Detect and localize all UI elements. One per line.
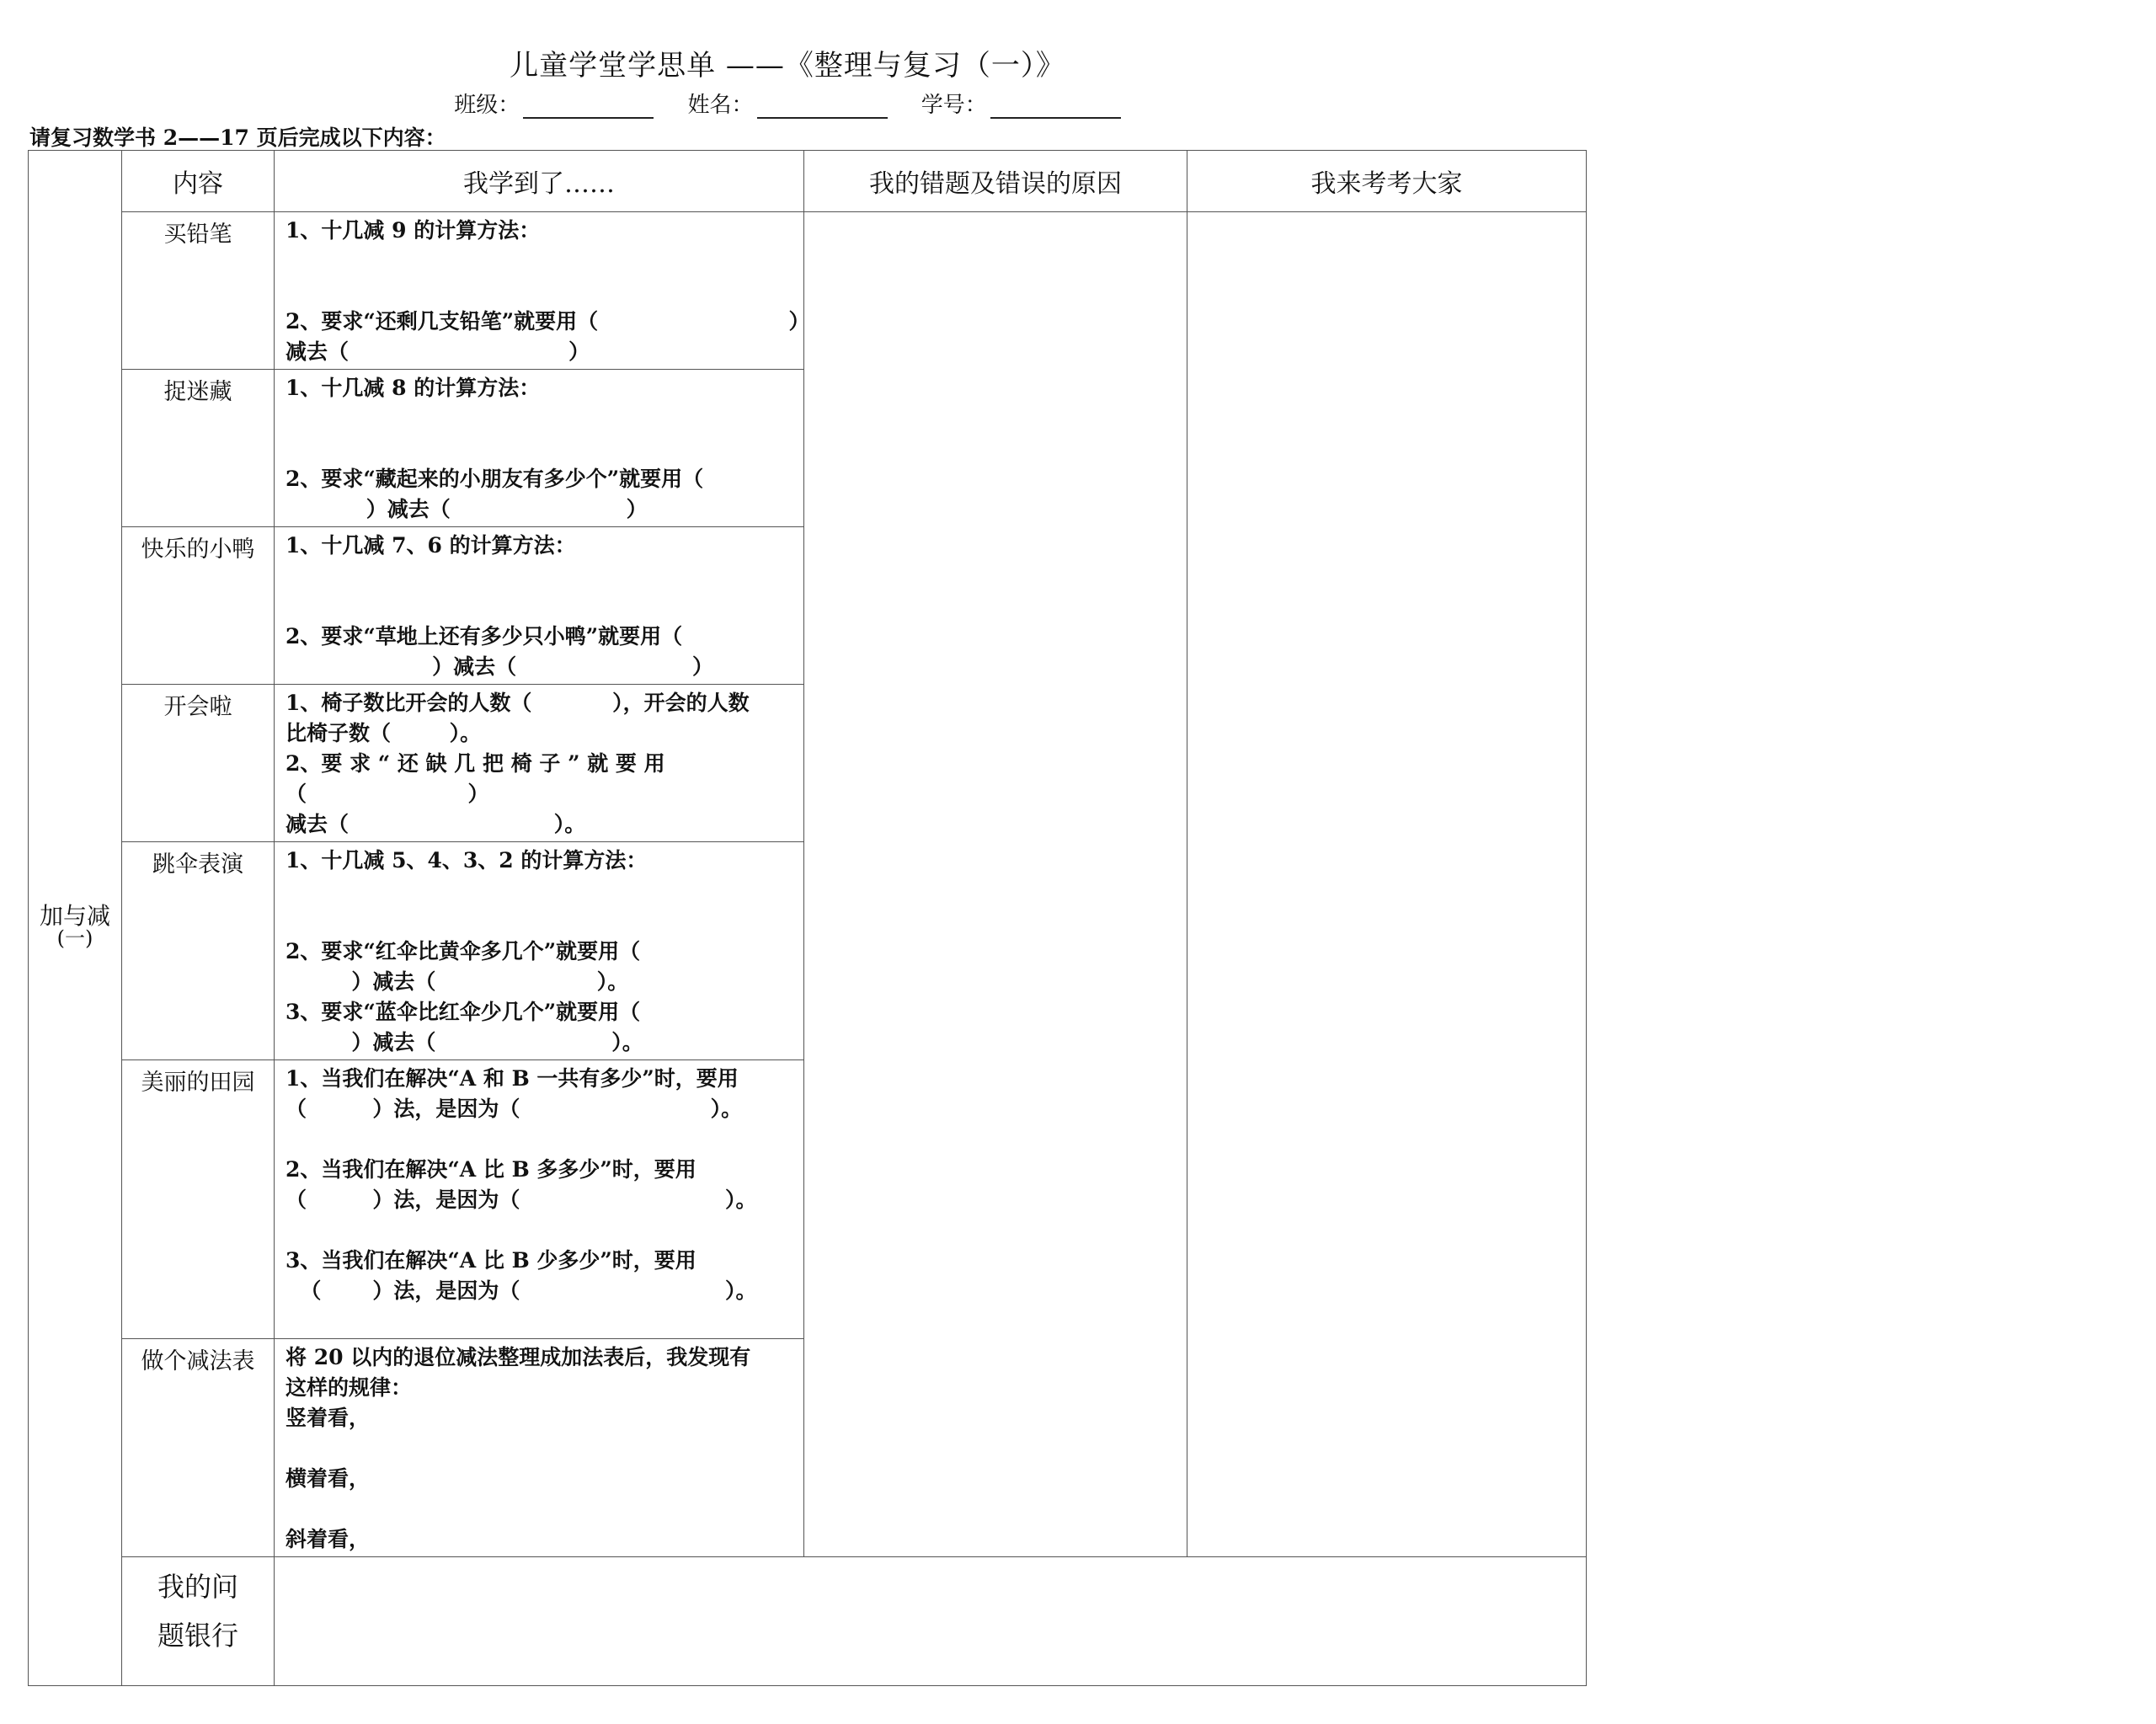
learned-line bbox=[286, 246, 797, 276]
learned-line: ）减去（ ） bbox=[286, 654, 713, 679]
learned-cell[interactable] bbox=[275, 370, 804, 527]
question-bank-area[interactable] bbox=[275, 1557, 1587, 1686]
learned-line: 1、椅子数比开会的人数（ ），开会的人数 bbox=[286, 691, 750, 715]
learned-line: 2、要求“红伞比黄伞多几个”就要用（ bbox=[286, 939, 641, 963]
learned-line: 减去（ ） bbox=[286, 339, 590, 364]
learned-line bbox=[286, 403, 797, 434]
learned-line: 2、要 求 “ 还 缺 几 把 椅 子 ” 就 要 用 bbox=[286, 751, 665, 776]
learned-line: 斜着看， bbox=[286, 1527, 371, 1551]
header-content: 内容 bbox=[122, 151, 275, 212]
question-bank-label bbox=[122, 1557, 275, 1686]
class-blank[interactable] bbox=[523, 95, 654, 119]
id-field bbox=[921, 88, 1121, 119]
unit-sub: (一) bbox=[56, 926, 93, 950]
id-blank[interactable] bbox=[990, 95, 1121, 119]
instruction-text: 请复习数学书 2——17 页后完成以下内容： bbox=[29, 125, 446, 150]
learned-line: 1、当我们在解决“A 和 B 一共有多少”时，要用 bbox=[286, 1066, 739, 1091]
worksheet-title: 儿童学堂学思单 ——《整理与复习（一）》 bbox=[510, 49, 1065, 83]
learned-line: （ ）法，是因为（ ）。 bbox=[286, 1278, 757, 1303]
topic-cell: 捉迷藏 bbox=[122, 370, 275, 527]
learned-line: （ ） bbox=[286, 782, 489, 806]
learned-line: 2、要求“藏起来的小朋友有多少个”就要用（ bbox=[286, 467, 704, 491]
learned-cell[interactable] bbox=[275, 1339, 804, 1557]
class-field bbox=[454, 88, 654, 119]
learned-line: 1、十几减 8 的计算方法： bbox=[286, 376, 541, 400]
question-bank-row bbox=[29, 1557, 1587, 1686]
table-row bbox=[29, 212, 1587, 370]
header-quiz: 我来考考大家 bbox=[1187, 151, 1587, 212]
learned-line bbox=[286, 1494, 797, 1524]
learned-cell[interactable] bbox=[275, 1060, 804, 1339]
id-label: 学号： bbox=[921, 93, 987, 118]
learned-line bbox=[286, 1124, 797, 1155]
topic-cell: 跳伞表演 bbox=[122, 842, 275, 1060]
learned-line: ）减去（ ） bbox=[286, 497, 648, 521]
learned-line: 2、当我们在解决“A 比 B 多多少”时，要用 bbox=[286, 1157, 696, 1182]
learned-line: 将 20 以内的退位减法整理成加法表后，我发现有 bbox=[286, 1345, 751, 1369]
student-info bbox=[0, 88, 1575, 119]
learned-line bbox=[286, 906, 797, 937]
learned-line: 竖着看， bbox=[286, 1406, 371, 1430]
header-learned: 我学到了…… bbox=[275, 151, 804, 212]
learned-line: 减去（ ）。 bbox=[286, 812, 586, 836]
learned-cell[interactable] bbox=[275, 842, 804, 1060]
question-bank-line: 我的问 bbox=[157, 1571, 238, 1603]
topic-cell: 开会啦 bbox=[122, 685, 275, 842]
learned-line: 1、十几减 7、6 的计算方法： bbox=[286, 533, 576, 558]
learned-cell[interactable] bbox=[275, 527, 804, 685]
learned-cell[interactable] bbox=[275, 685, 804, 842]
header-row bbox=[29, 151, 1587, 212]
learned-line: 这样的规律： bbox=[286, 1375, 413, 1400]
learned-line: ）减去（ ）。 bbox=[286, 1030, 643, 1054]
learned-cell[interactable] bbox=[275, 212, 810, 370]
learned-line: 2、要求“还剩几支铅笔”就要用（ ） bbox=[286, 309, 810, 334]
learned-line bbox=[286, 591, 797, 622]
unit-char: 加 bbox=[39, 902, 63, 930]
learned-line: 2、要求“草地上还有多少只小鸭”就要用（ bbox=[286, 624, 683, 649]
name-field bbox=[687, 88, 887, 119]
topic-cell: 快乐的小鸭 bbox=[122, 527, 275, 685]
unit-char: 与 bbox=[62, 902, 87, 930]
learned-line: 1、十几减 9 的计算方法： bbox=[286, 218, 541, 243]
quiz-answer-area[interactable] bbox=[1187, 212, 1587, 1557]
unit-char: 减 bbox=[87, 902, 111, 930]
learned-line bbox=[286, 434, 797, 464]
learned-line: 比椅子数（ ）。 bbox=[286, 721, 482, 745]
learned-line: 3、要求“蓝伞比红伞少几个”就要用（ bbox=[286, 1000, 641, 1024]
name-label: 姓名： bbox=[687, 93, 754, 118]
learned-line: 1、十几减 5、4、3、2 的计算方法： bbox=[286, 848, 648, 873]
learned-line bbox=[286, 876, 797, 906]
unit-label-cell bbox=[29, 151, 122, 1686]
learned-line bbox=[286, 561, 797, 591]
unit-label bbox=[29, 886, 120, 950]
learned-line: ）减去（ ）。 bbox=[286, 969, 629, 994]
topic-cell: 买铅笔 bbox=[122, 212, 275, 370]
topic-cell: 做个减法表 bbox=[122, 1339, 275, 1557]
question-bank-line: 题银行 bbox=[157, 1620, 238, 1652]
learned-line: （ ）法，是因为（ ）。 bbox=[286, 1097, 743, 1121]
review-table bbox=[28, 150, 1587, 1686]
class-label: 班级： bbox=[454, 93, 520, 118]
header-mistakes: 我的错题及错误的原因 bbox=[804, 151, 1187, 212]
learned-line: 横着看， bbox=[286, 1466, 371, 1491]
mistakes-answer-area[interactable] bbox=[804, 212, 1187, 1557]
topic-cell: 美丽的田园 bbox=[122, 1060, 275, 1339]
learned-line: 3、当我们在解决“A 比 B 少多少”时，要用 bbox=[286, 1248, 696, 1273]
learned-line: （ ）法，是因为（ ）。 bbox=[286, 1188, 757, 1212]
learned-line bbox=[286, 1433, 797, 1464]
name-blank[interactable] bbox=[757, 95, 888, 119]
learned-line bbox=[286, 1215, 797, 1246]
learned-line bbox=[286, 276, 797, 307]
